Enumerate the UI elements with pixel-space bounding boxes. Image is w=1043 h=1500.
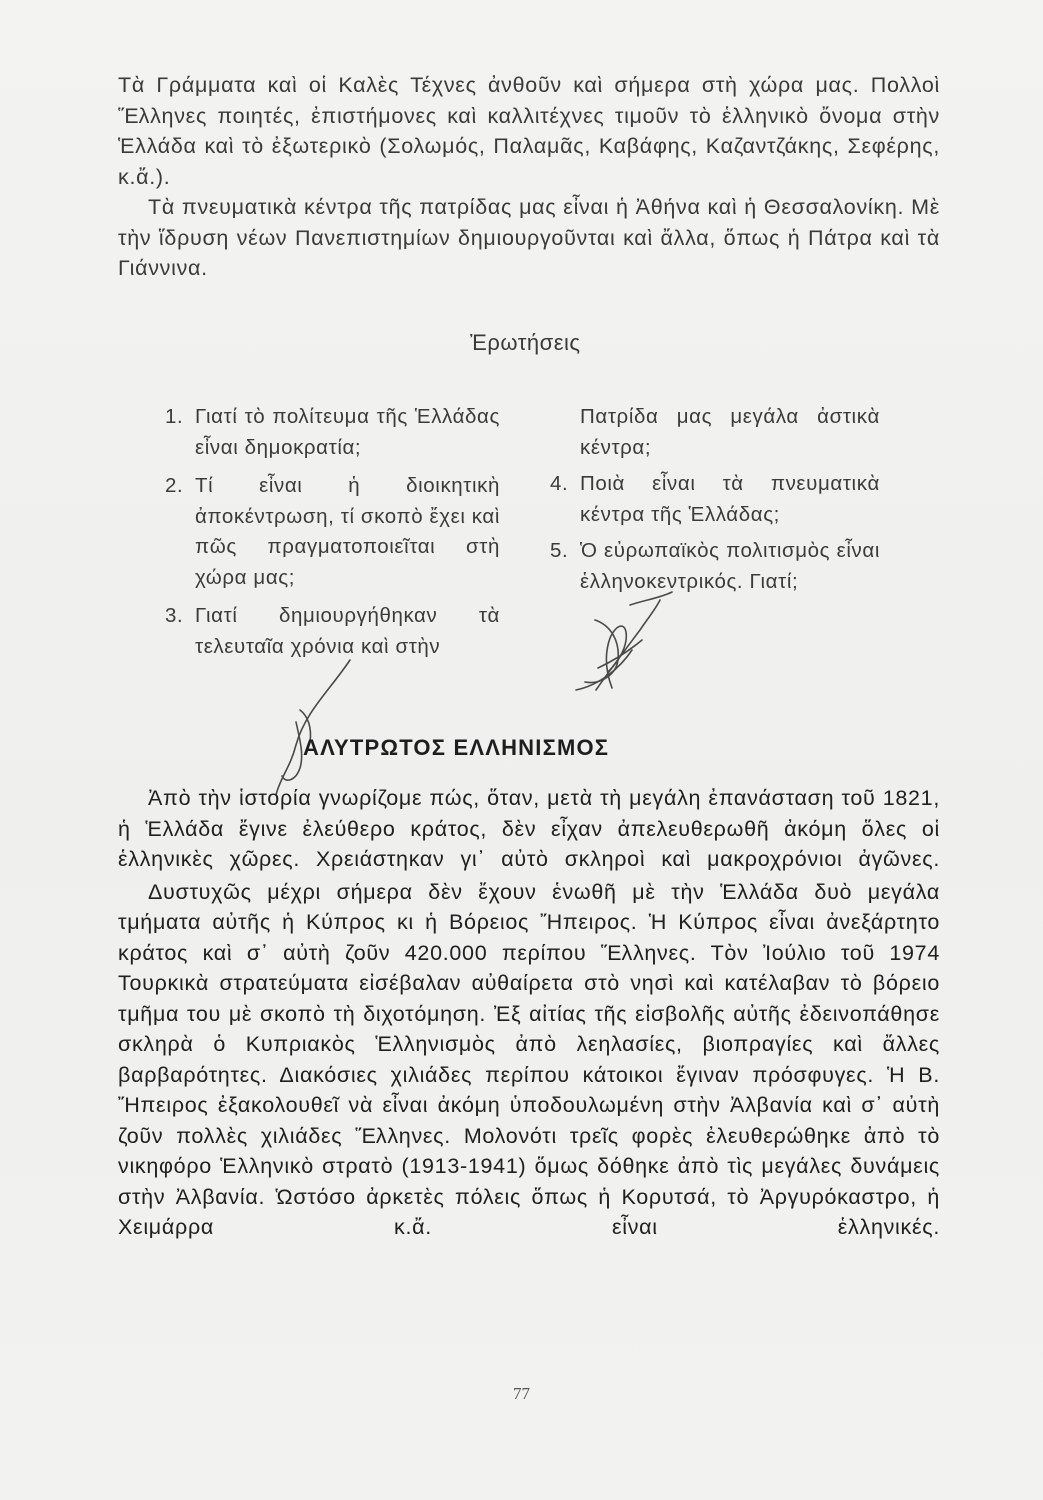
main-paragraph-1: Ἀπὸ τὴν ἱστορία γνωρίζομε πώς, ὅταν, μετὰ τὴ μεγάλη ἐπανάσταση τοῦ 1821, ἡ Ἑλλάδα ἔγινε ἐλεύθερο κράτος, δὲν εἶχαν ἀπελευθερωθῆ ἀκόμη ὅλες οἱ ἑλληνικὲς χῶρες. Χρειάστηκαν γι᾿ αὐτὸ σκληροὶ καὶ μακροχρόνιοι ἀγῶνες.: [118, 786, 940, 871]
question-number: 1.: [165, 405, 184, 428]
questions-column-left: [165, 402, 500, 670]
section-title: ΑΛΥΤΡΩΤΟΣ ΕΛΛΗΝΙΣΜΟΣ: [303, 735, 610, 760]
main-text: [118, 783, 940, 1243]
question-text: Ποιὰ εἶναι τὰ πνευματικὰ κέντρα τῆς Ἑλλάδας;: [580, 472, 880, 526]
question-item: [165, 601, 500, 662]
question-item-continuation: [550, 402, 880, 463]
question-item: [550, 536, 880, 597]
question-text: Τί εἶναι ἡ διοικητικὴ ἀποκέντρωση, τί σκοπὸ ἔχει καὶ πῶς πραγματοποιεῖται στὴ χώρα μας;: [195, 474, 500, 589]
question-number: 5.: [550, 539, 569, 562]
question-number: 4.: [550, 472, 569, 495]
intro-paragraph-1: Τὰ Γράμματα καὶ οἱ Καλὲς Τέχνες ἀνθοῦν καὶ σήμερα στὴ χώρα μας. Πολλοὶ Ἕλληνες ποιητές, ἐπιστήμονες καὶ καλλιτέχνες τιμοῦν τὸ ἑλληνικὸ ὄνομα στὴν Ἑλλάδα καὶ τὸ ἐξωτερικὸ (Σολωμός, Παλαμᾶς, Καβάφης, Καζαντζάκης, Σεφέρης, κ.ἄ.).: [118, 73, 940, 189]
question-item: [165, 402, 500, 463]
intro-text: [118, 70, 940, 284]
question-text: Πατρίδα μας μεγάλα ἀστικὰ κέντρα;: [580, 405, 880, 459]
questions-column-right: [550, 402, 880, 603]
question-item: [165, 471, 500, 593]
question-text: Ὁ εὐρωπαϊκὸς πολιτισμὸς εἶναι ἑλληνοκεντρικός. Γιατί;: [580, 539, 880, 593]
questions-heading: Ἐρωτήσεις: [470, 330, 581, 355]
question-number: 2.: [165, 474, 184, 497]
question-item: [550, 469, 880, 530]
intro-paragraph-2: Τὰ πνευματικὰ κέντρα τῆς πατρίδας μας εἶναι ἡ Ἀθήνα καὶ ἡ Θεσσαλονίκη. Μὲ τὴν ἵδρυση νέων Πανεπιστημίων δημιουργοῦνται καὶ ἄλλα, ὅπως ἡ Πάτρα καὶ τὰ Γιάννινα.: [118, 195, 940, 280]
question-text: Γιατί δημιουργήθηκαν τὰ τελευταῖα χρόνια καὶ στὴν: [195, 604, 500, 658]
main-paragraph-2: Δυστυχῶς μέχρι σήμερα δὲν ἔχουν ἑνωθῆ μὲ τὴν Ἑλλάδα δυὸ μεγάλα τμήματα αὐτῆς ἡ Κύπρος κι ἡ Βόρειος Ἤπειρος. Ἡ Κύπρος εἶναι ἀνεξάρτητο κράτος καὶ σ᾿ αὐτὴ ζοῦν 420.000 περίπου Ἕλληνες. Τὸν Ἰούλιο τοῦ 1974 Τουρκικὰ στρατεύματα εἰσέβαλαν αὐθαίρετα στὸ νησὶ καὶ κατέλαβαν τὸ βόρειο τμῆμα του μὲ σκοπὸ τὴ διχοτόμηση. Ἐξ αἰτίας τῆς εἰσβολῆς αὐτῆς ἐδεινοπάθησε σκληρὰ ὁ Κυπριακὸς Ἑλληνισμὸς ἀπὸ λεηλασίες, βιοπραγίες καὶ ἄλλες βαρβαρότητες. Διακόσιες χιλιάδες περίπου κάτοικοι ἔγιναν πρόσφυγες. Ἡ Β. Ἤπειρος ἐξακολουθεῖ νὰ εἶναι ἀκόμη ὑποδουλωμένη στὴν Ἀλβανία καὶ σ᾿ αὐτὴ ζοῦν πολλὲς χιλιάδες Ἕλληνες. Μολονότι τρεῖς φορὲς ἐλευθερώθηκε ἀπὸ τὸ νικηφόρο Ἑλληνικὸ στρατὸ (1913-1941) ὅμως δόθηκε ἀπὸ τὶς μεγάλες δυνάμεις στὴν Ἀλβανία. Ὡστόσο ἀρκετὲς πόλεις ὅπως ἡ Κορυτσά, τὸ Ἀργυρόκαστρο, ἡ Χειμάρρα κ.ἄ. εἶναι ἑλληνικές.: [118, 879, 940, 1239]
question-text: Γιατί τὸ πολίτευμα τῆς Ἑλλάδας εἶναι δημοκρατία;: [195, 405, 500, 459]
question-number: 3.: [165, 604, 184, 627]
page-number: 77: [513, 1384, 530, 1403]
